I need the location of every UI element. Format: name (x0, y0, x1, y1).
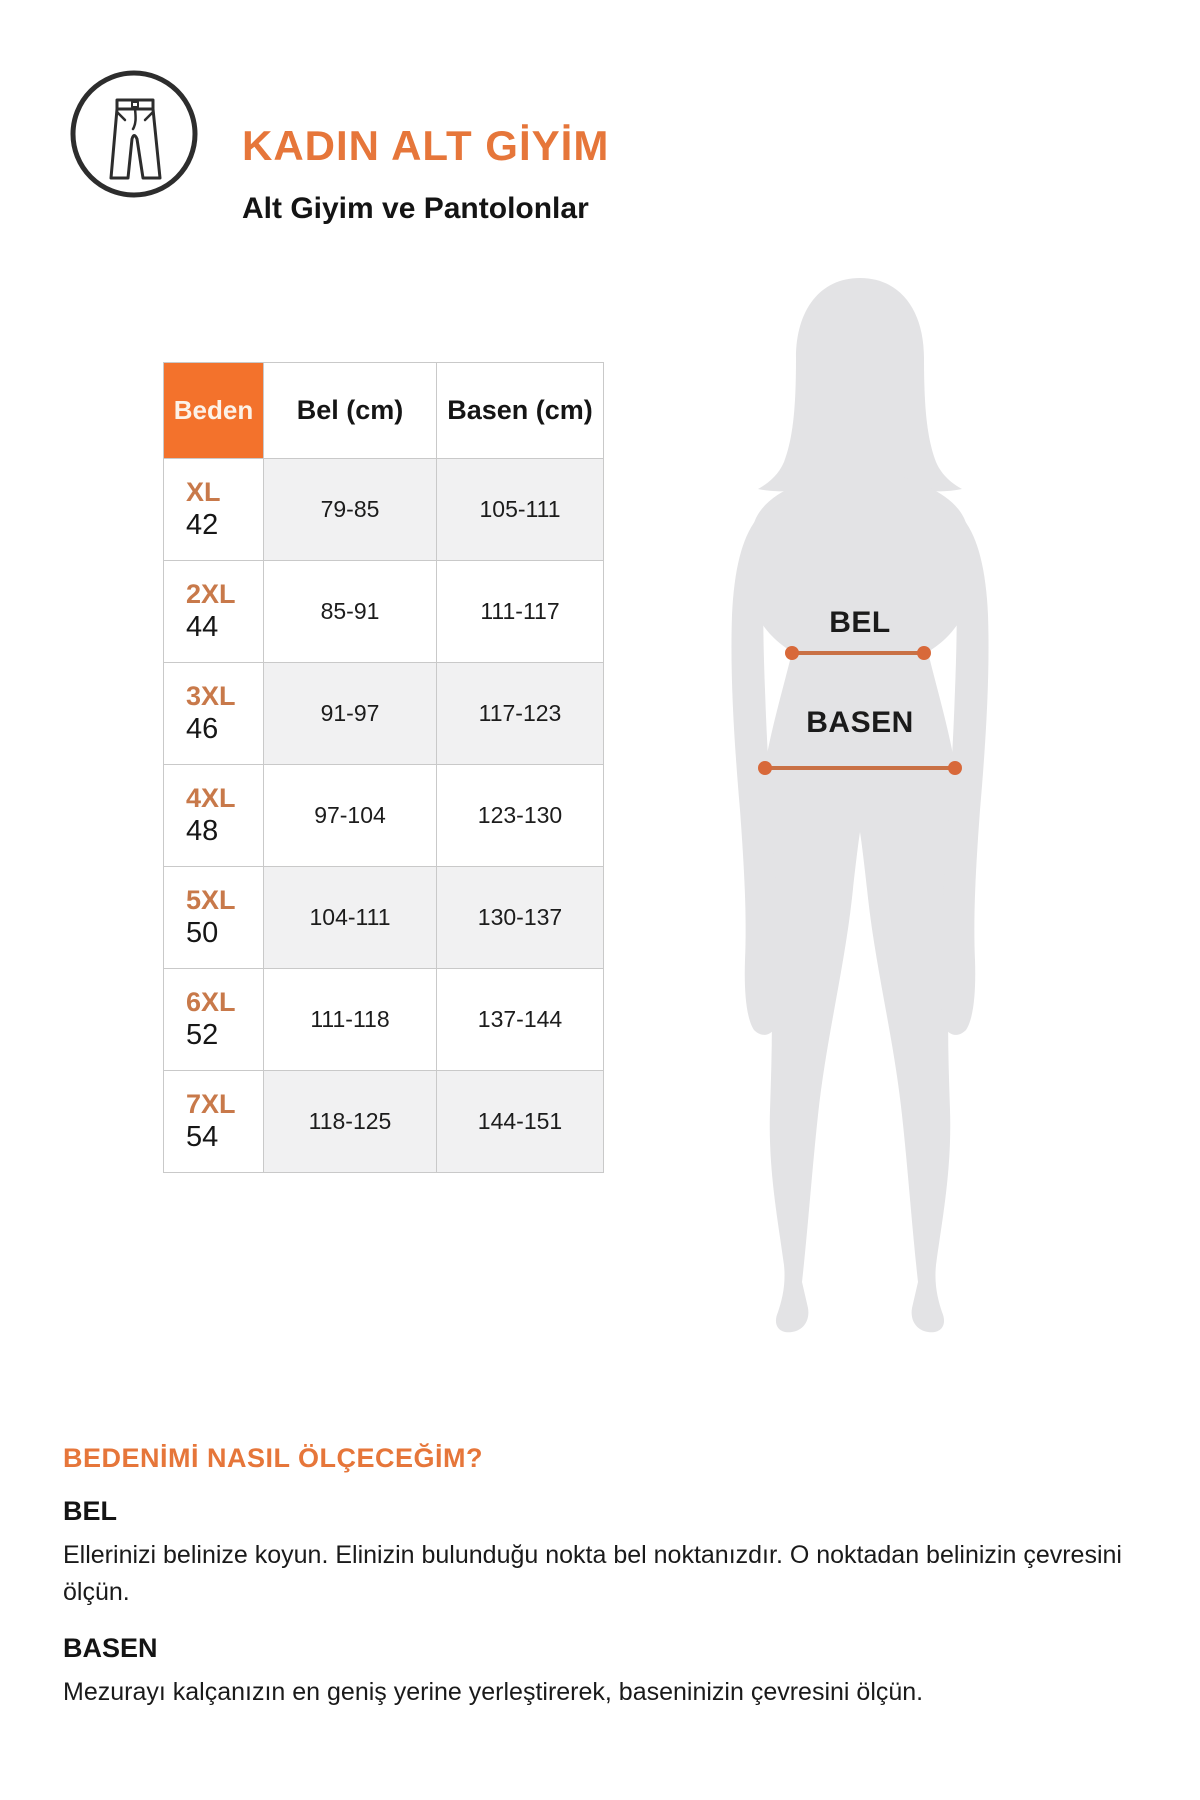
basen-value: 111-117 (437, 561, 604, 663)
female-silhouette-icon (640, 270, 1080, 1340)
size-number: 48 (186, 814, 219, 847)
table-row (164, 969, 604, 1071)
howto-basen-text: Mezurayı kalçanızın en geniş yerine yerleştirerek, baseninizin çevresini ölçün. (63, 1678, 924, 1706)
size-cell (164, 459, 264, 561)
size-label: 3XL (186, 680, 236, 711)
howto-basen-heading: BASEN (63, 1633, 158, 1663)
basen-value: 105-111 (437, 459, 604, 561)
size-label: 2XL (186, 578, 236, 609)
bel-measure-label: BEL (829, 606, 891, 639)
column-header-bel: Bel (cm) (264, 363, 437, 459)
header-titles (242, 66, 609, 226)
size-label: 4XL (186, 782, 236, 813)
basen-value: 130-137 (437, 867, 604, 969)
table-row (164, 459, 604, 561)
size-cell (164, 867, 264, 969)
table-row (164, 663, 604, 765)
basen-value: 123-130 (437, 765, 604, 867)
size-label: 7XL (186, 1088, 236, 1119)
size-number: 42 (186, 508, 219, 541)
table-row (164, 867, 604, 969)
basen-value: 117-123 (437, 663, 604, 765)
size-number: 52 (186, 1018, 219, 1051)
size-cell (164, 561, 264, 663)
column-header-basen: Basen (cm) (437, 363, 604, 459)
basen-value: 137-144 (437, 969, 604, 1071)
table-row (164, 765, 604, 867)
size-table (163, 362, 604, 1173)
size-cell (164, 765, 264, 867)
page-subtitle: Alt Giyim ve Pantolonlar (242, 192, 589, 225)
howto-title: BEDENİMİ NASIL ÖLÇECEĞİM? (63, 1443, 484, 1473)
bel-measure-line (790, 651, 926, 655)
header (68, 66, 609, 226)
pants-icon (68, 66, 200, 202)
bel-value: 97-104 (264, 765, 437, 867)
howto-bel-text: Ellerinizi belinize koyun. Elinizin bulunduğu nokta bel noktanızdır. O noktadan belinizin çevresini ölçün. (63, 1541, 1122, 1606)
size-label: XL (186, 476, 221, 507)
table-row (164, 1071, 604, 1173)
table-row (164, 561, 604, 663)
size-cell (164, 663, 264, 765)
bel-value: 85-91 (264, 561, 437, 663)
measure-dot-icon (948, 761, 962, 775)
size-label: 6XL (186, 986, 236, 1017)
measure-dot-icon (785, 646, 799, 660)
howto-bel-heading: BEL (63, 1496, 117, 1526)
body-silhouette-figure (640, 270, 1080, 1340)
measure-dot-icon (758, 761, 772, 775)
size-number: 46 (186, 712, 219, 745)
bel-value: 79-85 (264, 459, 437, 561)
size-number: 50 (186, 916, 219, 949)
basen-measure-line (763, 766, 957, 770)
bel-value: 91-97 (264, 663, 437, 765)
size-cell (164, 969, 264, 1071)
column-header-beden: Beden (164, 363, 264, 459)
measure-dot-icon (917, 646, 931, 660)
bel-value: 104-111 (264, 867, 437, 969)
page-title: KADIN ALT GİYİM (242, 122, 610, 169)
size-table-header-row (164, 363, 604, 459)
size-label: 5XL (186, 884, 236, 915)
size-cell (164, 1071, 264, 1173)
size-number: 54 (186, 1120, 219, 1153)
basen-measure-label: BASEN (806, 706, 914, 739)
howto-section (63, 1443, 1170, 1711)
size-table-body (164, 459, 604, 1173)
size-number: 44 (186, 610, 219, 643)
bel-value: 111-118 (264, 969, 437, 1071)
bel-value: 118-125 (264, 1071, 437, 1173)
basen-value: 144-151 (437, 1071, 604, 1173)
